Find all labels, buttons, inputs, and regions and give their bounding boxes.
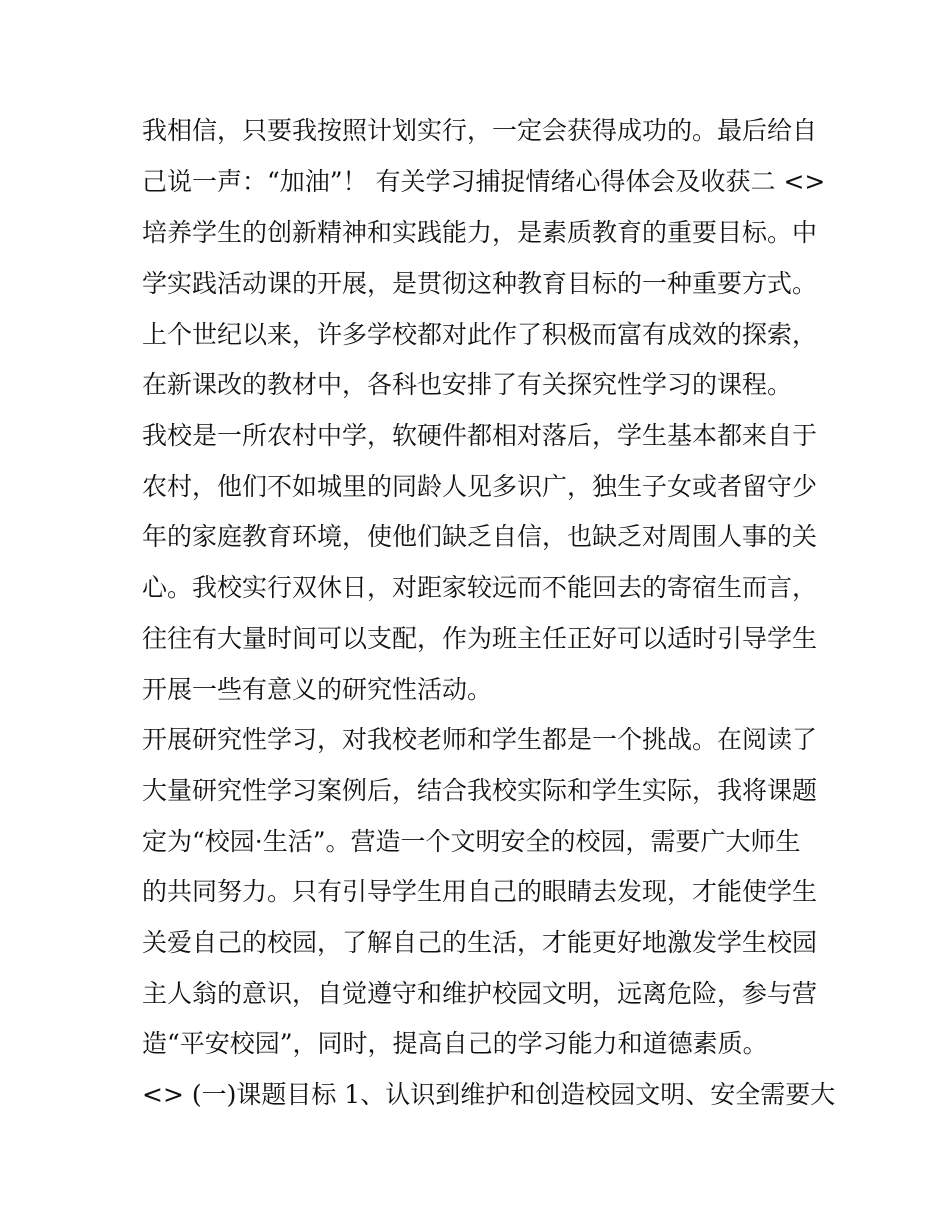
text-line: 学实践活动课的开展，是贯彻这种教育目标的一种重要方式。 xyxy=(142,269,818,298)
text-line: 造“平安校园”，同时，提高自己的学习能力和道德素质。 xyxy=(142,1029,768,1058)
text-line: 主人翁的意识，自觉遵守和维护校园文明，远离危险，参与营 xyxy=(142,979,818,1008)
text-line: 定为“校园·生活”。营造一个文明安全的校园，需要广大师生 xyxy=(142,827,801,856)
text-line: 开展一些有意义的研究性活动。 xyxy=(142,675,493,704)
text-line: 己说一声：“加油”！ 有关学习捕捉情绪心得体会及收获二 <> xyxy=(142,167,826,196)
text-line: 往往有大量时间可以支配，作为班主任正好可以适时引导学生 xyxy=(142,624,818,653)
text-line: 关爱自己的校园，了解自己的生活，才能更好地激发学生校园 xyxy=(142,928,818,957)
text-line: 大量研究性学习案例后，结合我校实际和学生实际，我将课题 xyxy=(142,776,818,805)
text-line: 年的家庭教育环境，使他们缺乏自信，也缺乏对周围人事的关 xyxy=(142,522,818,551)
text-line: 开展研究性学习，对我校老师和学生都是一个挑战。在阅读了 xyxy=(142,725,818,754)
text-line: 的共同努力。只有引导学生用自己的眼睛去发现，才能使学生 xyxy=(142,877,818,906)
text-line: 在新课改的教材中，各科也安排了有关探究性学习的课程。 xyxy=(142,370,793,399)
text-line: <> (一)课题目标 1、认识到维护和创造校园文明、安全需要大 xyxy=(142,1080,836,1109)
text-line: 我校是一所农村中学，软硬件都相对落后，学生基本都来自于 xyxy=(142,421,818,450)
text-line: 我相信，只要我按照计划实行，一定会获得成功的。最后给自 xyxy=(142,116,818,145)
text-line: 上个世纪以来，许多学校都对此作了积极而富有成效的探索， xyxy=(142,320,818,349)
text-line: 培养学生的创新精神和实践能力，是素质教育的重要目标。中 xyxy=(142,218,818,247)
text-line: 农村，他们不如城里的同龄人见多识广，独生子女或者留守少 xyxy=(142,472,818,501)
text-line: 心。我校实行双休日，对距家较远而不能回去的寄宿生而言， xyxy=(142,573,818,602)
